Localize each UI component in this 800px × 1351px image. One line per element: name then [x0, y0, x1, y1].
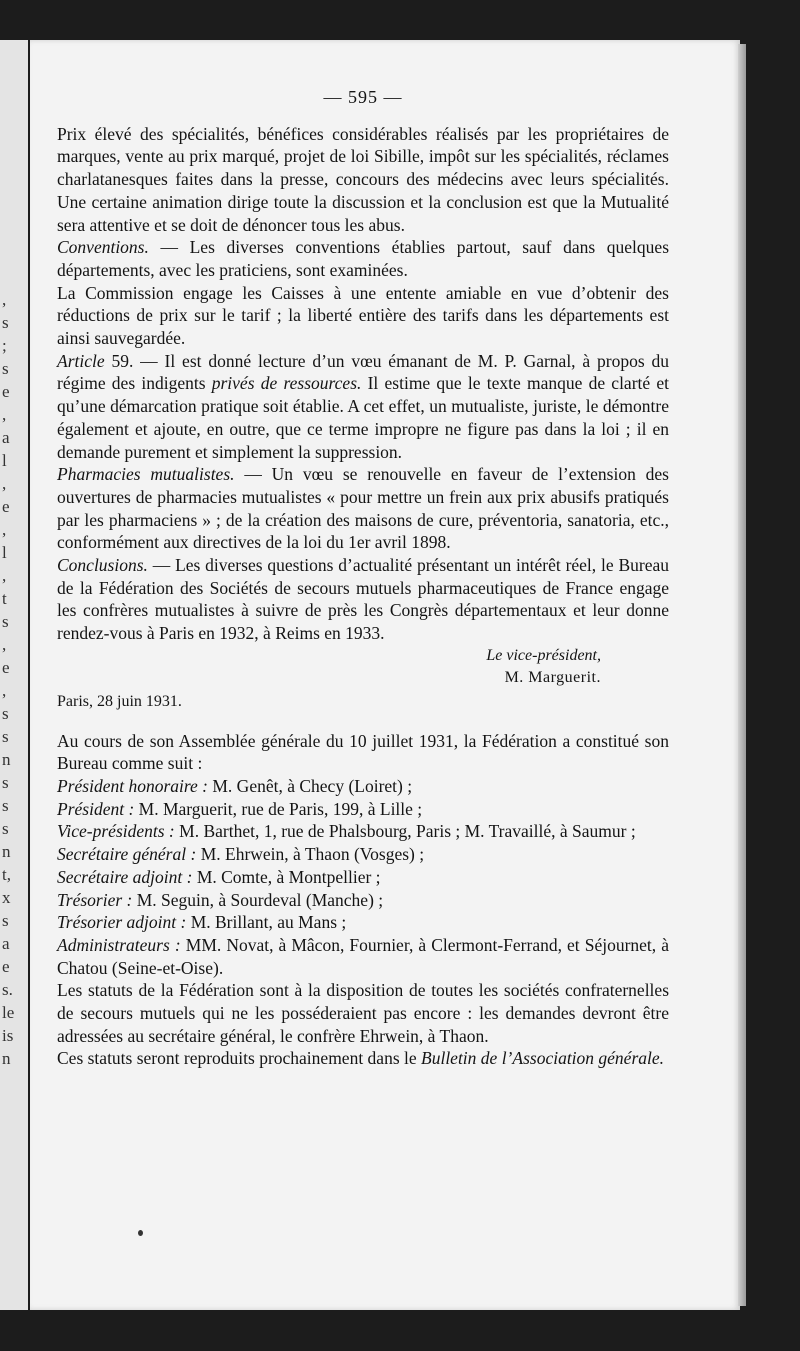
paragraph-lead: Article [57, 350, 105, 371]
margin-fragment: t [2, 589, 7, 608]
committee-member-name: M. Marguerit, rue de Paris, 199, à Lille ; [134, 798, 423, 819]
paragraph-lead: Conclusions. [57, 555, 148, 576]
committee-member-name: M. Barthet, 1, rue de Phalsbourg, Paris ; M. Travaillé, à Saumur ; [174, 821, 636, 842]
paragraph-lead: Conventions. [57, 237, 149, 258]
committee-member [57, 820, 669, 843]
margin-fragment: , [2, 405, 7, 424]
margin-fragment: ; [2, 336, 7, 355]
margin-fragment: , [2, 566, 7, 585]
margin-fragment: e [2, 658, 10, 677]
committee-member-name: M. Brillant, au Mans ; [186, 912, 347, 933]
margin-fragment: , [2, 474, 7, 493]
committee-role: Trésorier adjoint : [57, 912, 187, 933]
paragraph-lead: Pharmacies mutualistes. [57, 464, 235, 485]
margin-fragment: n [2, 842, 11, 861]
committee-role: Secrétaire général : [57, 844, 197, 865]
margin-fragment: s [2, 819, 9, 838]
margin-fragment: is [2, 1026, 14, 1045]
page-number: — 595 — [323, 87, 403, 107]
margin-fragment: e [2, 957, 10, 976]
committee-member-name: MM. Novat, à Mâcon, Fournier, à Clermont-Ferrand, et Séjournet, à Chatou (Seine-et-Oise). [57, 934, 669, 978]
margin-fragment: l [2, 451, 7, 470]
paragraph-statutes: Les statuts de la Fédération sont à la disposition de toutes les sociétés confraternelles de secours mutuels qui ne les posséderaient pas encore : les demandes devront être adressées au secrétaire général, le confrère Ehrwein, à Thaon. [57, 980, 669, 1046]
paragraph-specialites: Prix élevé des spécialités, bénéfices considérables réalisés par les propriétaires de marques, vente au prix marqué, projet de loi Sibille, impôt sur les spécialités, réclames charlatanesques faites dans la presse, concours des médecins avec leurs spécialités. Une certaine animation dirige toute la discussion et la conclusion est que la Mutualité sera attentive et se doit de dénoncer tous les abus. [57, 123, 669, 235]
committee-member [57, 866, 669, 889]
paragraph-conventions: Conventions. — Les diverses conventions établies partout, sauf dans quelques départements, avec les praticiens, sont examinées. [57, 237, 669, 280]
margin-fragment: , [2, 681, 7, 700]
margin-fragment: s. [2, 980, 13, 999]
committee-list [57, 775, 669, 979]
committee-role: Secrétaire adjoint : [57, 866, 193, 887]
paragraph-commission: La Commission engage les Caisses à une entente amiable en vue d’obtenir des réductions de prix sur le tarif ; la liberté entière des tarifs dans les départements est ainsi sauvegardée. [57, 282, 669, 349]
page-stack-edge [738, 44, 746, 1306]
committee-role: Trésorier : [57, 889, 133, 910]
paragraph-conclusions: Conclusions. — Les diverses questions d’actualité présentant un intérêt réel, le Bureau de la Fédération des Sociétés de secours mutuels pharmaceutiques de France engage les confrères mutualistes à suivre de près les Congrès départementaux et leur donne rendez-vous à Paris en 1932, à Reims en 1933. [57, 555, 669, 644]
committee-role: Administrateurs : [57, 934, 181, 955]
margin-fragment: s [2, 704, 9, 723]
margin-fragment: s [2, 727, 9, 746]
margin-fragment: a [2, 934, 10, 953]
page-content [57, 86, 669, 1070]
margin-fragment: x [2, 888, 11, 907]
signature-name: M. Marguerit. [504, 668, 601, 686]
margin-fragment: , [2, 520, 7, 539]
committee-member-name: M. Ehrwein, à Thaon (Vosges) ; [196, 844, 425, 865]
margin-fragment: s [2, 359, 9, 378]
margin-fragment: a [2, 428, 10, 447]
margin-fragment: l [2, 543, 7, 562]
committee-member-name: M. Genêt, à Checy (Loiret) ; [208, 775, 413, 796]
signature-block [57, 645, 669, 689]
margin-fragment: , [2, 635, 7, 654]
paragraph-assembly: Au cours de son Assemblée générale du 10 juillet 1931, la Fédération a constitué son Bureau comme suit : [57, 730, 669, 774]
margin-fragment: s [2, 796, 9, 815]
signature-role: Le vice-président, [486, 646, 601, 664]
margin-fragment: e [2, 382, 10, 401]
paragraph-article-59: Article 59. — Il est donné lecture d’un vœu émanant de M. P. Garnal, à propos du régime des indigents privés de ressources. Il estime que le texte manque de clarté et qu’une démarcation pratique soit établie. A cet effet, un mutualiste, juriste, le démontre également et ajoute, en outre, que ce terme impropre ne figure pas dans la loi ; il en demande purement et simplement la suppression. [57, 350, 670, 462]
committee-member-name: M. Comte, à Montpellier ; [192, 866, 381, 887]
margin-fragment: n [2, 750, 11, 769]
committee-role: Président : [57, 798, 135, 819]
committee-member [57, 798, 669, 821]
bulletin-title: Bulletin de l’Association générale. [421, 1048, 665, 1069]
margin-fragment: le [2, 1003, 15, 1022]
margin-fragment: t, [2, 865, 11, 884]
document-page [30, 40, 740, 1310]
margin-fragment: e [2, 497, 10, 516]
committee-member [57, 843, 669, 866]
margin-fragment: , [2, 290, 7, 309]
committee-member [57, 934, 669, 979]
committee-role: Président honoraire : [57, 775, 208, 796]
committee-member [57, 911, 669, 934]
document-date: Paris, 28 juin 1931. [57, 692, 182, 710]
committee-member [57, 889, 669, 912]
paragraph-bulletin: Ces statuts seront reproduits prochainement dans le Bulletin de l’Association générale. [57, 1048, 665, 1069]
ink-speck [138, 1230, 143, 1236]
margin-fragment: s [2, 612, 9, 631]
committee-role: Vice-présidents : [57, 821, 175, 842]
margin-fragment: s [2, 313, 9, 332]
committee-member [57, 775, 669, 798]
committee-member-name: M. Seguin, à Sourdeval (Manche) ; [132, 889, 384, 910]
margin-fragment: s [2, 911, 9, 930]
margin-fragment: s [2, 773, 9, 792]
adjacent-page-edge [0, 40, 28, 1310]
margin-fragment: n [2, 1049, 11, 1068]
paragraph-pharmacies: Pharmacies mutualistes. — Un vœu se renouvelle en faveur de l’extension des ouvertures de pharmacies mutualistes « pour mettre un frein aux prix abusifs pratiqués par les pharmaciens » ; de la création des maisons de cure, préventoria, sanatoria, etc., conformément aux directives de la loi du 1er avril 1898. [57, 464, 669, 553]
